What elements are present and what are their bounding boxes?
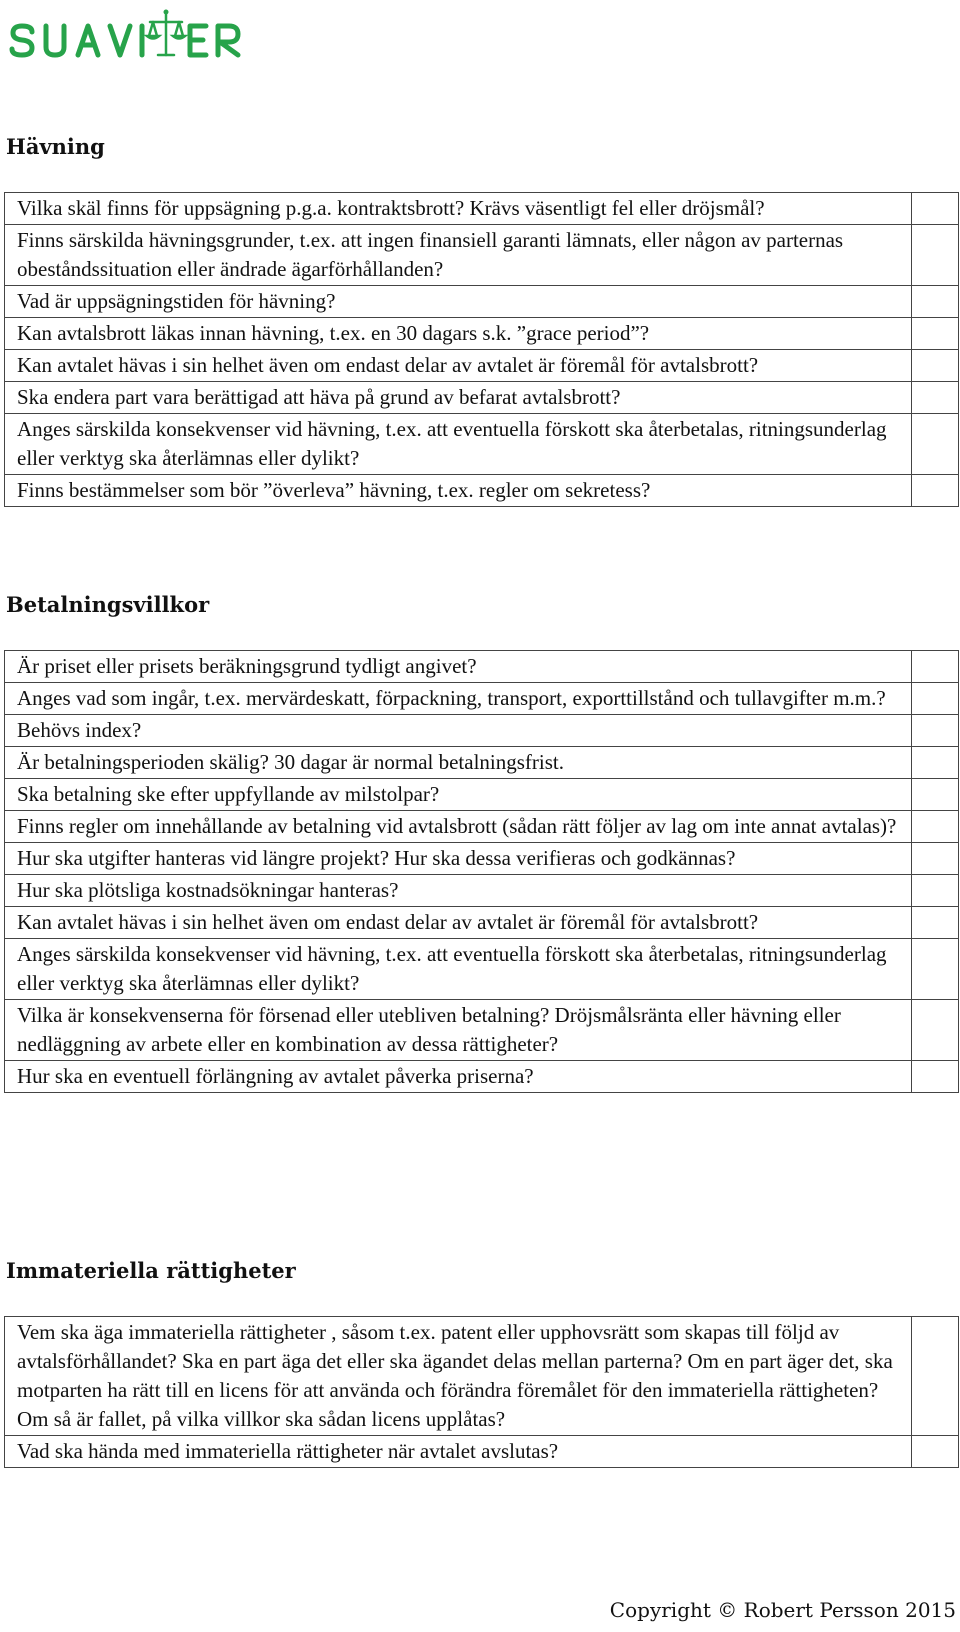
question-text: Anges särskilda konsekvenser vid hävning, t.ex. att eventuella förskott ska återbetalas, ritningsunderlag eller verktyg ska återlämnas eller dylikt?	[5, 939, 912, 1000]
question-text: Vem ska äga immateriella rättigheter , såsom t.ex. patent eller upphovsrätt som skapas till följd av avtalsförhållandet? Ska en part äga det eller ska ägandet delas mellan parterna? Om en part äger det, ska motparten ha rätt till en licens för att använda och förändra föremålet för den immateriella rättigheten? Om så är fallet, på vilka villkor ska sådan licens upplåtas?	[5, 1317, 912, 1436]
copyright-notice: Copyright © Robert Persson 2015	[609, 1598, 956, 1622]
checkbox-cell[interactable]	[912, 715, 959, 747]
checkbox-cell[interactable]	[912, 907, 959, 939]
checkbox-cell[interactable]	[912, 875, 959, 907]
question-text: Vad ska hända med immateriella rättigheter när avtalet avslutas?	[5, 1436, 912, 1468]
section-title-havning: Hävning	[6, 134, 105, 159]
section-title-immateriella-rattigheter: Immateriella rättigheter	[6, 1258, 296, 1283]
table-row	[5, 193, 959, 225]
table-row	[5, 811, 959, 843]
table-row	[5, 1436, 959, 1468]
question-text: Kan avtalsbrott läkas innan hävning, t.ex. en 30 dagars s.k. ”grace period”?	[5, 318, 912, 350]
question-text: Vilka skäl finns för uppsägning p.g.a. kontraktsbrott? Krävs väsentligt fel eller dröjsmål?	[5, 193, 912, 225]
table-row	[5, 350, 959, 382]
checkbox-cell[interactable]	[912, 193, 959, 225]
question-text: Vad är uppsägningstiden för hävning?	[5, 286, 912, 318]
checkbox-cell[interactable]	[912, 318, 959, 350]
checkbox-cell[interactable]	[912, 811, 959, 843]
checkbox-cell[interactable]	[912, 475, 959, 507]
table-row	[5, 414, 959, 475]
question-text: Anges särskilda konsekvenser vid hävning, t.ex. att eventuella förskott ska återbetalas, ritningsunderlag eller verktyg ska återlämnas eller dylikt?	[5, 414, 912, 475]
checkbox-cell[interactable]	[912, 939, 959, 1000]
question-text: Kan avtalet hävas i sin helhet även om endast delar av avtalet är föremål för avtalsbrott?	[5, 907, 912, 939]
checkbox-cell[interactable]	[912, 651, 959, 683]
checkbox-cell[interactable]	[912, 843, 959, 875]
checkbox-cell[interactable]	[912, 1317, 959, 1436]
checkbox-cell[interactable]	[912, 1061, 959, 1093]
question-text: Hur ska en eventuell förlängning av avtalet påverka priserna?	[5, 1061, 912, 1093]
question-text: Hur ska plötsliga kostnadsökningar hanteras?	[5, 875, 912, 907]
table-row	[5, 225, 959, 286]
question-text: Ska endera part vara berättigad att häva på grund av befarat avtalsbrott?	[5, 382, 912, 414]
table-row	[5, 907, 959, 939]
question-text: Anges vad som ingår, t.ex. mervärdeskatt, förpackning, transport, exporttillstånd och tullavgifter m.m.?	[5, 683, 912, 715]
table-row	[5, 286, 959, 318]
question-text: Finns regler om innehållande av betalning vid avtalsbrott (sådan rätt följer av lag om inte annat avtalas)?	[5, 811, 912, 843]
checkbox-cell[interactable]	[912, 382, 959, 414]
checklist-table-havning	[4, 192, 959, 507]
table-row	[5, 318, 959, 350]
question-text: Är betalningsperioden skälig? 30 dagar är normal betalningsfrist.	[5, 747, 912, 779]
table-row	[5, 1317, 959, 1436]
table-row	[5, 683, 959, 715]
question-text: Vilka är konsekvenserna för försenad eller utebliven betalning? Dröjsmålsränta eller hävning eller nedläggning av arbete eller en kombination av dessa rättigheter?	[5, 1000, 912, 1061]
section-title-betalningsvillkor: Betalningsvillkor	[6, 592, 210, 617]
table-row	[5, 382, 959, 414]
table-row	[5, 843, 959, 875]
table-row	[5, 875, 959, 907]
checkbox-cell[interactable]	[912, 683, 959, 715]
table-row	[5, 1000, 959, 1061]
question-text: Behövs index?	[5, 715, 912, 747]
question-text: Kan avtalet hävas i sin helhet även om endast delar av avtalet är föremål för avtalsbrott?	[5, 350, 912, 382]
question-text: Ska betalning ske efter uppfyllande av milstolpar?	[5, 779, 912, 811]
question-text: Är priset eller prisets beräkningsgrund tydligt angivet?	[5, 651, 912, 683]
checkbox-cell[interactable]	[912, 1436, 959, 1468]
checkbox-cell[interactable]	[912, 779, 959, 811]
question-text: Hur ska utgifter hanteras vid längre projekt? Hur ska dessa verifieras och godkännas?	[5, 843, 912, 875]
checkbox-cell[interactable]	[912, 225, 959, 286]
checkbox-cell[interactable]	[912, 1000, 959, 1061]
suaviter-logo	[8, 6, 248, 58]
question-text: Finns särskilda hävningsgrunder, t.ex. att ingen finansiell garanti lämnats, eller någon av parternas obeståndssituation eller ändrade ägarförhållanden?	[5, 225, 912, 286]
table-row	[5, 715, 959, 747]
table-row	[5, 475, 959, 507]
checkbox-cell[interactable]	[912, 350, 959, 382]
checklist-table-immateriella-rattigheter	[4, 1316, 959, 1468]
checkbox-cell[interactable]	[912, 414, 959, 475]
table-row	[5, 747, 959, 779]
checkbox-cell[interactable]	[912, 747, 959, 779]
table-row	[5, 779, 959, 811]
table-row	[5, 651, 959, 683]
table-row	[5, 1061, 959, 1093]
question-text: Finns bestämmelser som bör ”överleva” hävning, t.ex. regler om sekretess?	[5, 475, 912, 507]
table-row	[5, 939, 959, 1000]
checklist-table-betalningsvillkor	[4, 650, 959, 1093]
checkbox-cell[interactable]	[912, 286, 959, 318]
